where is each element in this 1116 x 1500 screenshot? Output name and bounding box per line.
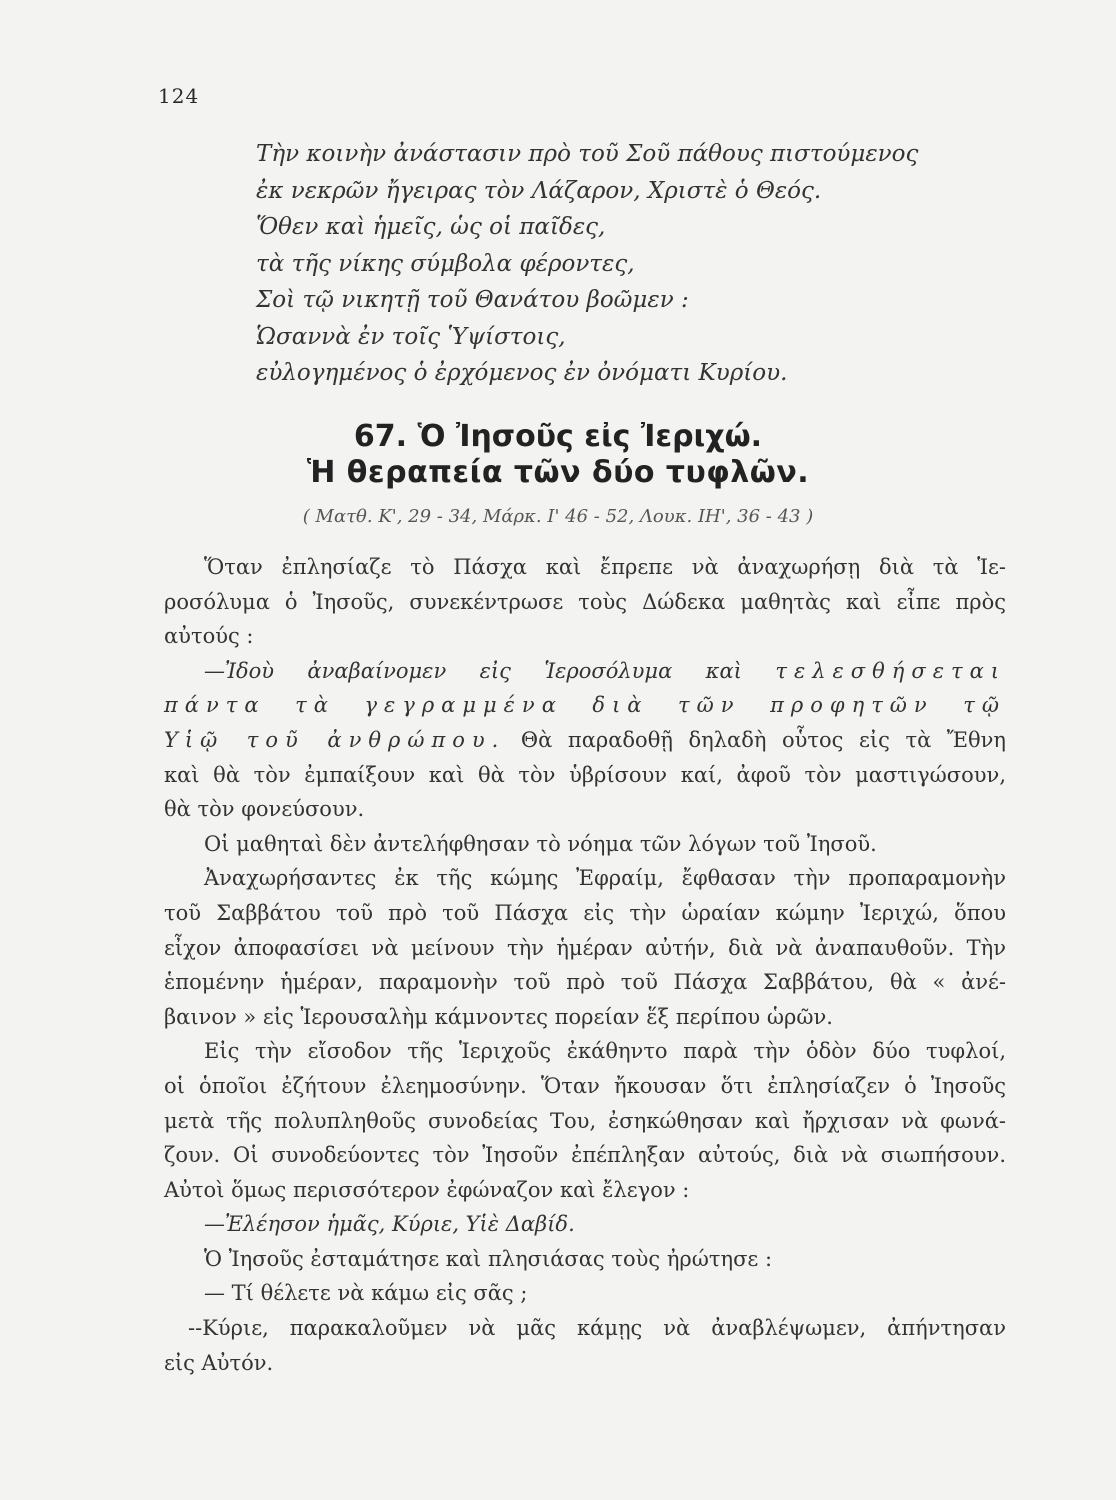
paragraph-line: οἱ ὁποῖοι ἐζήτουν ἐλεημοσύνην. Ὅταν ἤκουσαν ὅτι ἐπλησίαζεν ὁ Ἰησοῦς [164, 1073, 1006, 1098]
quote-line [164, 723, 1006, 758]
scripture-reference: ( Ματθ. Κ', 29 - 34, Μάρκ. Ι' 46 - 52, Λουκ. ΙΗ', 36 - 43 ) [302, 506, 814, 527]
prayer-line: —Ἐλέησον ἡμᾶς, Κύριε, Υἱὲ Δαβίδ. [204, 1212, 575, 1237]
dialogue-line: --Κύριε, παρακαλοῦμεν νὰ μᾶς κάμῃς νὰ ἀναβλέψωμεν, ἀπήντησαν [188, 1316, 1006, 1341]
paragraph-line: μετὰ τῆς πολυπληθοῦς συνοδείας Του, ἐσηκώθησαν καὶ ἤρχισαν νὰ φωνά- [164, 1108, 1006, 1133]
hymn-line: ἐκ νεκρῶν ἤγειρας τὸν Λάζαρον, Χριστὲ ὁ Θεός. [256, 177, 822, 204]
paragraph-line: ροσόλυμα ὁ Ἰησοῦς, συνεκέντρωσε τοὺς Δώδεκα μαθητὰς καὶ εἶπε πρὸς [164, 589, 1006, 614]
quote-text: —Ἰδοὺ ἀναβαίνομεν εἰς Ἱεροσόλυμα καὶ [204, 658, 742, 683]
paragraph-line: ἑπομένην ἡμέραν, παραμονὴν τοῦ πρὸ τοῦ Πάσχα Σαββάτου, θὰ « ἀνέ- [164, 970, 1006, 995]
quote-spaced-text: τελεσθήσεται [775, 658, 1006, 683]
hymn-verse [256, 136, 976, 392]
quote-line [164, 654, 1006, 689]
hymn-line: εὐλογημένος ὁ ἐρχόμενος ἐν ὀνόματι Κυρίου. [256, 360, 788, 386]
paragraph-line: τοῦ Σαββάτου τοῦ πρὸ τοῦ Πάσχα εἰς τὴν ὡραίαν κώμην Ἰεριχώ, ὅπου [164, 900, 1006, 925]
paragraph-line: αὐτούς : [164, 624, 254, 649]
quote-spaced-text: Υἱῷ τοῦ ἀνθρώπου. [164, 727, 506, 752]
quote-continuation: Θὰ παραδοθῇ δηλαδὴ οὗτος εἰς τὰ Ἔθνη [520, 727, 1006, 752]
paragraph-line: ζουν. Οἱ συνοδεύοντες τὸν Ἰησοῦν ἐπέπληξαν αὐτούς, διὰ νὰ σιωπήσουν. [164, 1143, 1006, 1168]
chapter-subtitle: Ἡ θεραπεία τῶν δύο τυφλῶν. [306, 455, 810, 490]
dialogue-line: εἰς Αὐτόν. [164, 1350, 274, 1375]
paragraph-line: βαινον » εἰς Ἱερουσαλὴμ κάμνοντες πορείαν ἕξ περίπου ὡρῶν. [164, 1004, 833, 1029]
paragraph-line: καὶ θὰ τὸν ἐμπαίξουν καὶ θὰ τὸν ὑβρίσουν καί, ἀφοῦ τὸν μαστιγώσουν, [164, 762, 1006, 787]
paragraph-line: θὰ τὸν φονεύσουν. [164, 797, 365, 822]
chapter-title: 67. Ὁ Ἰησοῦς εἰς Ἰεριχώ. [353, 419, 763, 454]
body-text [164, 550, 1006, 1380]
page-number: 124 [158, 84, 200, 108]
paragraph-line: Οἱ μαθηταὶ δὲν ἀντελήφθησαν τὸ νόημα τῶν λόγων τοῦ Ἰησοῦ. [204, 831, 877, 856]
paragraph-line: Ἀναχωρήσαντες ἐκ τῆς κώμης Ἐφραίμ, ἔφθασαν τὴν προπαραμονὴν [204, 866, 1006, 891]
paragraph-line: Ὁ Ἰησοῦς ἐσταμάτησε καὶ πλησιάσας τοὺς ἠρώτησε : [204, 1246, 773, 1271]
paragraph-line: Αὐτοὶ ὅμως περισσότερον ἐφώναζον καὶ ἔλεγον : [164, 1177, 690, 1202]
dialogue-line: — Τί θέλετε νὰ κάμω εἰς σᾶς ; [204, 1281, 528, 1306]
quote-line: πάντα τὰ γεγραμμένα διὰ τῶν προφητῶν τῷ [164, 693, 1006, 718]
paragraph-line: Ὅταν ἐπλησίαζε τὸ Πάσχα καὶ ἔπρεπε νὰ ἀναχωρήσῃ διὰ τὰ Ἱε- [204, 555, 1006, 579]
hymn-line: Τὴν κοινὴν ἀνάστασιν πρὸ τοῦ Σοῦ πάθους πιστούμενος [256, 141, 919, 167]
hymn-line: τὰ τῆς νίκης σύμβολα φέροντες, [256, 250, 635, 277]
hymn-line: Ὅθεν καὶ ἡμεῖς, ὡς οἱ παῖδες, [256, 214, 606, 240]
paragraph-line: εἶχον ἀποφασίσει νὰ μείνουν τὴν ἡμέραν αὐτήν, διὰ νὰ ἀναπαυθοῦν. Τὴν [164, 935, 1006, 960]
paragraph-line: Εἰς τὴν εἴσοδον τῆς Ἱεριχοῦς ἐκάθηντο παρὰ τὴν ὁδὸν δύο τυφλοί, [204, 1039, 1006, 1064]
hymn-line: Σοὶ τῷ νικητῇ τοῦ Θανάτου βοῶμεν : [256, 287, 689, 313]
hymn-line: Ὡσαννὰ ἐν τοῖς Ὑψίστοις, [256, 323, 566, 350]
